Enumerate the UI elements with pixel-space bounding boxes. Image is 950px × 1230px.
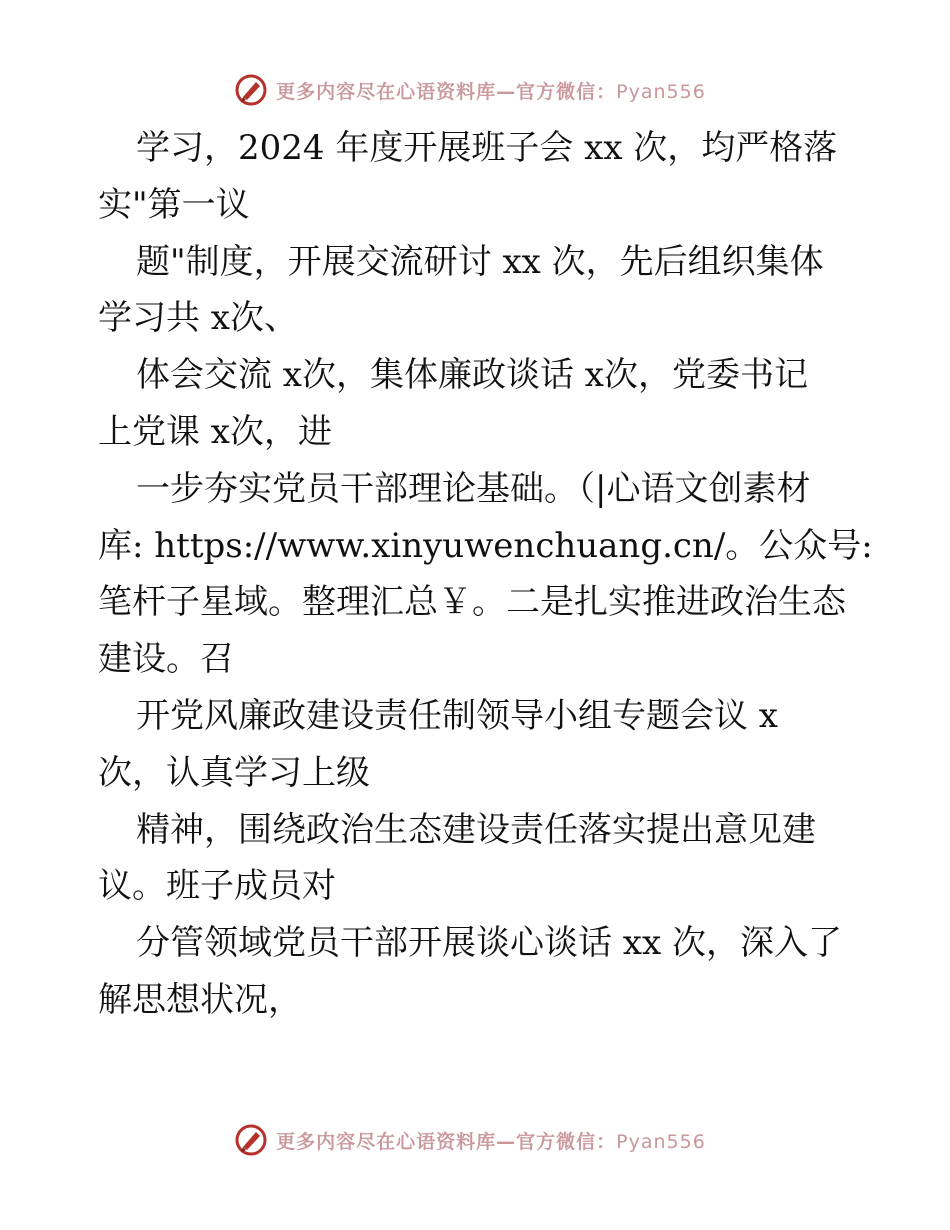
text-line: 分管领域党员干部开展谈心谈话 xx 次，深入了	[136, 923, 842, 964]
text-line: 精神，围绕政治生态建设责任落实提出意见建	[136, 809, 816, 850]
pen-logo-icon	[234, 73, 268, 107]
text-line: 建设。召	[98, 639, 234, 680]
header-wechat-id: Pyan556	[616, 80, 706, 103]
text-line: 笔杆子星域。整理汇总￥。二是扎实推进政治生态	[98, 582, 846, 623]
text-line: 一步夯实党员干部理论基础。（|心语文创素材	[136, 468, 811, 509]
footer-watermark	[0, 1120, 950, 1160]
header-watermark	[0, 70, 950, 110]
footer-wechat-id: Pyan556	[616, 1130, 706, 1153]
text-line: 体会交流 x次，集体廉政谈话 x次，党委书记	[136, 355, 808, 396]
text-line: 实"第一议	[98, 184, 250, 225]
text-line: 解思想状况，	[98, 979, 302, 1020]
footer-watermark-group	[234, 1123, 706, 1157]
text-line: 库: https://www.xinyuwenchuang.cn/。公众号:	[98, 525, 873, 566]
document-body	[98, 120, 873, 1029]
text-line: 学习，2024 年度开展班子会 xx 次，均严格落	[136, 128, 838, 168]
header-watermark-group	[234, 73, 706, 107]
text-line: 学习共 x次、	[98, 298, 298, 339]
text-line: 次，认真学习上级	[98, 752, 370, 793]
header-watermark-text: 更多内容尽在心语资料库—官方微信：Pyan556	[276, 80, 706, 103]
footer-watermark-text: 更多内容尽在心语资料库—官方微信：Pyan556	[276, 1130, 706, 1153]
text-line: 上党课 x次，进	[98, 411, 332, 452]
text-line: 开党风廉政建设责任制领导小组专题会议 x	[136, 695, 778, 736]
pen-logo-icon	[234, 1123, 268, 1157]
text-line: 题"制度，开展交流研讨 xx 次，先后组织集体	[136, 241, 824, 282]
text-line: 议。班子成员对	[98, 866, 336, 907]
